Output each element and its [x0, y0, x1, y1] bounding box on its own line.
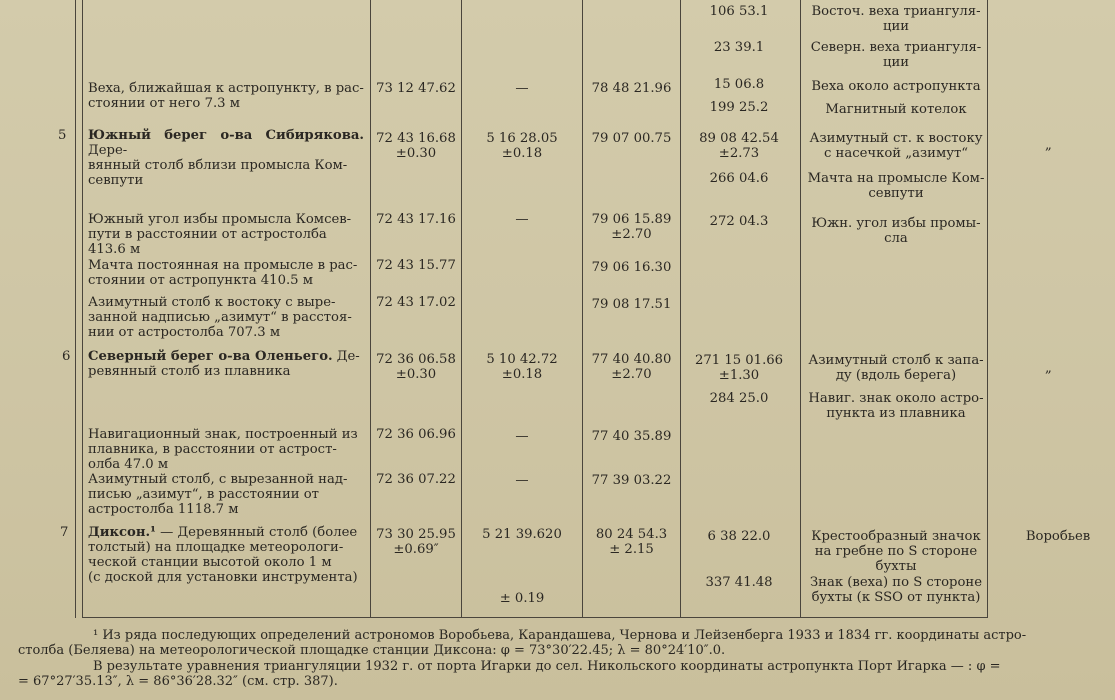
longitude-time-cell: 5 16 28.05 ±0.18 [486, 131, 558, 161]
footnote-line: столба (Беляева) на метеорологической площадке станции Диксона: φ = 73°30′22.45; λ = 80°24′10″.0. [18, 643, 726, 658]
latitude-cell: 73 12 47.62 [376, 81, 456, 96]
point-description: Веха, ближайшая к астропункту, в рас- стоянии от него 7.3 м [88, 81, 364, 111]
azimuth-cell: 199 25.2 [709, 100, 769, 115]
observer-cell: „ [1045, 361, 1052, 376]
latitude-cell: 72 43 17.16 [376, 212, 456, 227]
longitude-cell: 78 48 21.96 [591, 81, 672, 96]
longitude-cell: 77 40 35.89 [591, 429, 672, 444]
point-description: Азимутный столб, с вырезанной над- писью „азимут“, в расстоянии от астростолба 1118.7 м [88, 472, 348, 517]
latitude-cell: 72 36 06.58 ±0.30 [376, 352, 456, 382]
point-description [88, 525, 364, 585]
azimuth-cell: 89 08 42.54 ±2.73 [699, 131, 779, 161]
longitude-cell: 79 07 00.75 [591, 131, 672, 146]
landmark-cell: Северн. веха триангуля- ции [810, 40, 982, 70]
landmark-cell: Знак (веха) по S стороне бухты (к SSO от пункта) [809, 575, 983, 605]
footnote-line: В результате уравнения триангуляции 1932 г. от порта Игарки до сел. Никольского координаты астропункта Порт Игарка — : φ = [93, 659, 1001, 674]
longitude-cell: 77 40 40.80 ±2.70 [591, 352, 672, 382]
point-title: Южный берег о-ва Сибирякова. [88, 128, 364, 143]
row-number: 6 [62, 349, 71, 364]
column-rule [75, 0, 76, 618]
point-detail: Де- ревянный столб из плавника [88, 349, 360, 379]
azimuth-cell: 272 04.3 [709, 214, 769, 229]
column-rule [82, 0, 83, 618]
column-rule [800, 0, 801, 618]
longitude-cell: 77 39 03.22 [591, 473, 672, 488]
observer-cell: „ [1045, 138, 1052, 153]
latitude-cell: 72 36 07.22 [376, 472, 456, 487]
azimuth-cell: 15 06.8 [713, 77, 765, 92]
longitude-time-cell: 5 10 42.72 ±0.18 [486, 352, 558, 382]
column-rule [680, 0, 681, 618]
point-detail: Дере- вянный столб вблизи промысла Ком- севпути [88, 143, 348, 188]
longitude-time-cell: — [515, 81, 529, 96]
footnotes [8, 628, 1108, 698]
column-rule [582, 0, 583, 618]
azimuth-cell: 284 25.0 [709, 391, 769, 406]
azimuth-cell: 271 15 01.66 ±1.30 [694, 353, 784, 383]
footnote-line: = 67°27′35.13″, λ = 86°36′28.32″ (см. стр. 387). [18, 674, 338, 689]
landmark-cell: Мачта на промысле Ком- севпути [807, 171, 985, 201]
latitude-cell: 73 30 25.95 ±0.69″ [376, 527, 456, 557]
point-description [88, 349, 364, 379]
longitude-time-cell: 5 21 39.620 [482, 527, 562, 542]
row-number: 5 [58, 128, 67, 143]
point-title: Северный берег о-ва Оленьего. [88, 349, 333, 364]
landmark-cell: Азимутный столб к запа- ду (вдоль берега) [808, 353, 984, 383]
landmark-cell: Навиг. знак около астро- пункта из плавника [808, 391, 984, 421]
table-bottom-rule [82, 617, 987, 618]
latitude-cell: 72 43 16.68 ±0.30 [376, 131, 456, 161]
longitude-cell: 79 06 16.30 [591, 260, 672, 275]
point-description: Мачта постоянная на промысле в рас- стоянии от астропункта 410.5 м [88, 258, 358, 288]
point-description: Навигационный знак, построенный из плавника, в расстоянии от астрост- олба 47.0 м [88, 427, 358, 472]
longitude-time-cell: — [515, 212, 529, 227]
longitude-cell: 79 06 15.89 ±2.70 [591, 212, 672, 242]
point-description [88, 128, 364, 188]
point-description: Южный угол избы промысла Комсев- пути в расстоянии от астростолба 413.6 м [88, 212, 352, 257]
azimuth-cell: 6 38 22.0 [707, 529, 771, 544]
azimuth-cell: 106 53.1 [709, 4, 769, 19]
point-description: Азимутный столб к востоку с выре- занной надписью „азимут“ в расстоя- нии от астростолба 707.3 м [88, 295, 352, 340]
latitude-cell: 72 36 06.96 [376, 427, 456, 442]
longitude-time-cell: — [515, 429, 529, 444]
latitude-cell: 72 43 17.02 [376, 295, 456, 310]
landmark-cell: Магнитный котелок [825, 102, 967, 117]
column-rule [461, 0, 462, 618]
point-detail: — Деревянный столб (более толстый) на площадке метеорологи- ческой станции высотой около 1 м (с доской для установки инструмента) [88, 525, 358, 585]
longitude-cell: 80 24 54.3 ± 2.15 [595, 527, 668, 557]
landmark-cell: Крестообразный значок на гребне по S стороне бухты [811, 529, 981, 574]
landmark-cell: Восточ. веха триангуля- ции [811, 4, 981, 34]
longitude-time-cell: ± 0.19 [499, 591, 545, 606]
point-title: Диксон.¹ [88, 525, 156, 540]
longitude-time-cell: — [515, 473, 529, 488]
azimuth-cell: 337 41.48 [705, 575, 773, 590]
longitude-cell: 79 08 17.51 [591, 297, 672, 312]
column-rule [370, 0, 371, 618]
latitude-cell: 72 43 15.77 [376, 258, 456, 273]
landmark-cell: Азимутный ст. к востоку с насечкой „азимут“ [809, 131, 983, 161]
landmark-cell: Веха около астропункта [811, 79, 981, 94]
column-rule [987, 0, 988, 618]
footnote-line: ¹ Из ряда последующих определений астрономов Воробьева, Карандашева, Чернова и Лейзенберга 1933 и 1834 гг. координаты астро- [93, 628, 1027, 643]
azimuth-cell: 23 39.1 [713, 40, 765, 55]
observer-cell: Воробьев [1025, 529, 1091, 544]
row-number: 7 [60, 525, 69, 540]
azimuth-cell: 266 04.6 [709, 171, 769, 186]
landmark-cell: Южн. угол избы промы- сла [811, 216, 981, 246]
